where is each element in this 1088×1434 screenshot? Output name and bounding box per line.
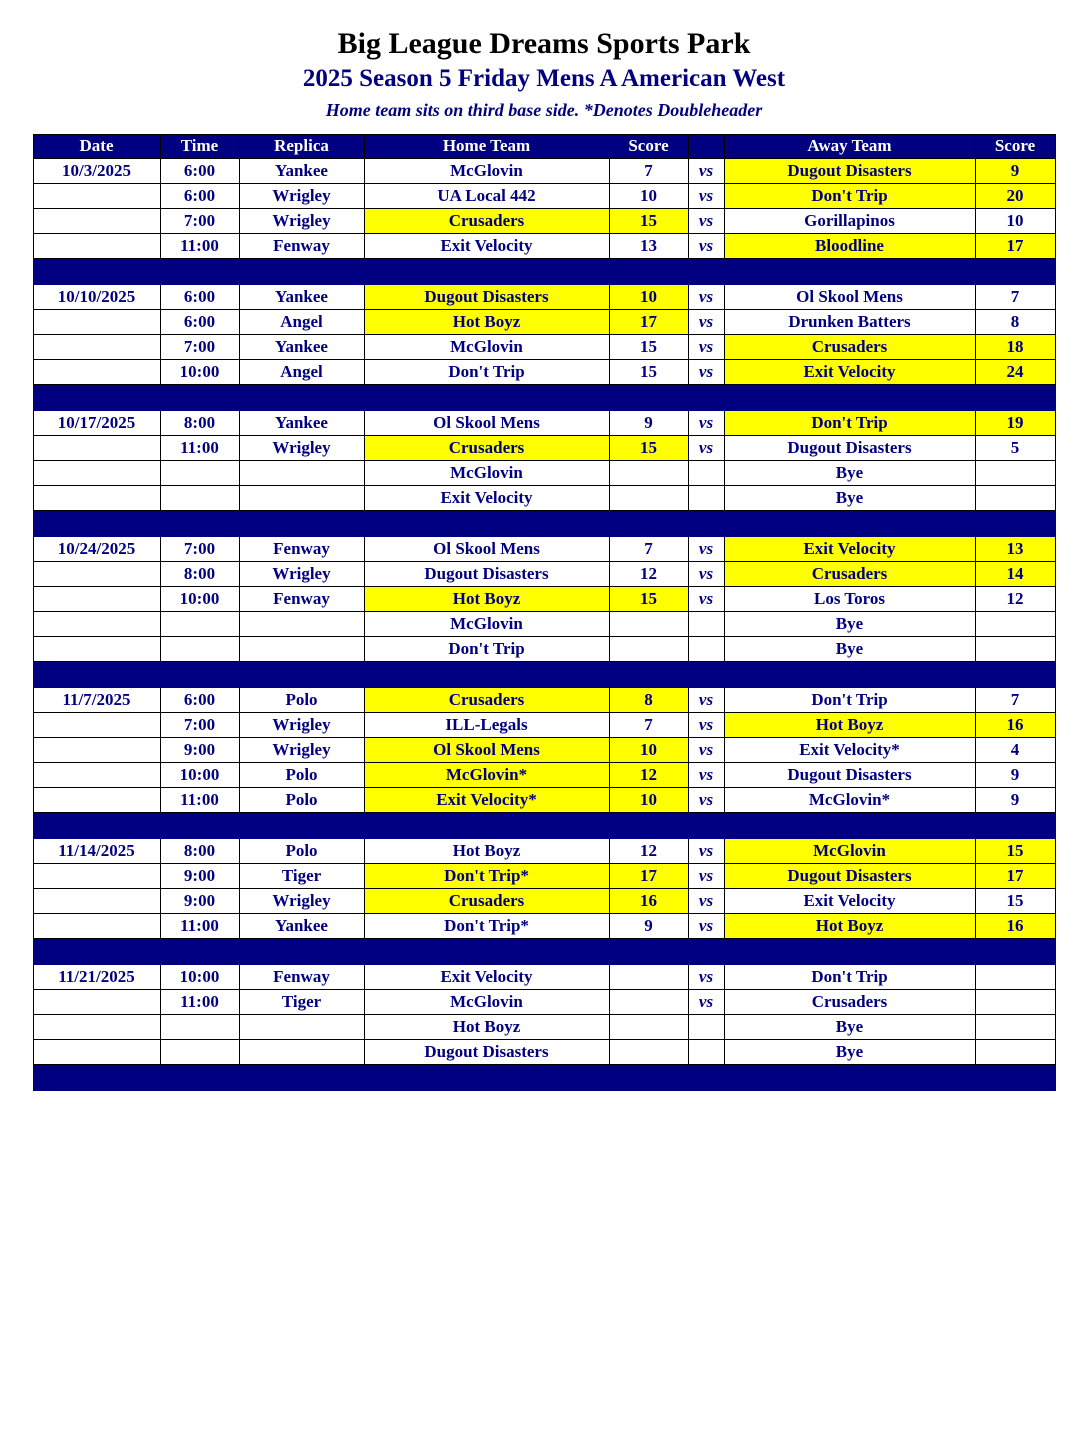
cell-home-team: Exit Velocity	[364, 485, 609, 510]
cell-away-score: 15	[975, 838, 1055, 863]
cell-home-team: Exit Velocity	[364, 964, 609, 989]
table-row	[33, 712, 1055, 737]
table-row	[33, 359, 1055, 384]
cell-away-score	[975, 485, 1055, 510]
cell-vs	[688, 611, 724, 636]
cell-date	[33, 636, 160, 661]
cell-vs: vs	[688, 334, 724, 359]
cell-away-score: 19	[975, 410, 1055, 435]
separator-band	[33, 812, 1055, 838]
cell-home-team: McGlovin	[364, 611, 609, 636]
cell-home-team: Dugout Disasters	[364, 561, 609, 586]
cell-home-team: Hot Boyz	[364, 586, 609, 611]
cell-date	[33, 359, 160, 384]
cell-home-team: Don't Trip*	[364, 863, 609, 888]
cell-home-score: 7	[609, 536, 688, 561]
cell-away-team: Don't Trip	[724, 183, 975, 208]
table-row	[33, 208, 1055, 233]
cell-away-score: 20	[975, 183, 1055, 208]
cell-time: 11:00	[160, 435, 239, 460]
cell-away-score	[975, 989, 1055, 1014]
cell-date	[33, 888, 160, 913]
cell-away-team: Drunken Batters	[724, 309, 975, 334]
table-row	[33, 888, 1055, 913]
cell-time: 11:00	[160, 913, 239, 938]
cell-vs: vs	[688, 233, 724, 258]
cell-time: 6:00	[160, 158, 239, 183]
cell-away-score: 17	[975, 863, 1055, 888]
separator-row	[33, 510, 1055, 536]
cell-away-team: Bloodline	[724, 233, 975, 258]
cell-home-score: 9	[609, 913, 688, 938]
cell-time: 6:00	[160, 687, 239, 712]
cell-time: 10:00	[160, 762, 239, 787]
cell-home-team: McGlovin	[364, 460, 609, 485]
cell-away-team: Bye	[724, 485, 975, 510]
cell-date: 11/21/2025	[33, 964, 160, 989]
cell-date	[33, 712, 160, 737]
cell-vs: vs	[688, 964, 724, 989]
cell-date	[33, 208, 160, 233]
cell-home-team: Exit Velocity	[364, 233, 609, 258]
table-row	[33, 485, 1055, 510]
table-row	[33, 1039, 1055, 1064]
table-row	[33, 334, 1055, 359]
cell-replica: Yankee	[239, 410, 364, 435]
cell-away-score	[975, 964, 1055, 989]
cell-replica: Wrigley	[239, 712, 364, 737]
cell-away-team: Hot Boyz	[724, 712, 975, 737]
cell-time: 7:00	[160, 536, 239, 561]
cell-time: 7:00	[160, 334, 239, 359]
cell-vs: vs	[688, 787, 724, 812]
cell-replica: Angel	[239, 309, 364, 334]
cell-away-team: Crusaders	[724, 989, 975, 1014]
cell-home-team: McGlovin	[364, 989, 609, 1014]
schedule-note: Home team sits on third base side. *Denotes Doubleheader	[325, 100, 763, 120]
cell-home-team: Exit Velocity*	[364, 787, 609, 812]
cell-replica: Polo	[239, 787, 364, 812]
cell-home-score: 16	[609, 888, 688, 913]
separator-band	[33, 938, 1055, 964]
cell-time: 11:00	[160, 989, 239, 1014]
cell-time	[160, 611, 239, 636]
cell-date	[33, 183, 160, 208]
separator-band	[33, 384, 1055, 410]
cell-home-score: 15	[609, 359, 688, 384]
cell-away-team: Dugout Disasters	[724, 863, 975, 888]
cell-replica	[239, 485, 364, 510]
cell-time: 8:00	[160, 410, 239, 435]
cell-replica: Wrigley	[239, 208, 364, 233]
cell-away-team: Exit Velocity*	[724, 737, 975, 762]
cell-away-team: Crusaders	[724, 334, 975, 359]
cell-replica: Yankee	[239, 284, 364, 309]
cell-replica	[239, 460, 364, 485]
column-header-vs	[688, 134, 724, 158]
cell-replica	[239, 636, 364, 661]
cell-date	[33, 1039, 160, 1064]
cell-replica: Fenway	[239, 964, 364, 989]
cell-away-score: 9	[975, 762, 1055, 787]
cell-vs: vs	[688, 888, 724, 913]
cell-home-score: 7	[609, 158, 688, 183]
cell-vs	[688, 1039, 724, 1064]
cell-home-score: 10	[609, 284, 688, 309]
cell-away-team: Bye	[724, 1014, 975, 1039]
page-subtitle: 2025 Season 5 Friday Mens A American West	[302, 65, 786, 92]
cell-date: 11/14/2025	[33, 838, 160, 863]
table-row	[33, 636, 1055, 661]
cell-home-team: Don't Trip*	[364, 913, 609, 938]
cell-home-score: 12	[609, 838, 688, 863]
cell-date	[33, 561, 160, 586]
cell-vs: vs	[688, 284, 724, 309]
cell-away-team: Bye	[724, 636, 975, 661]
separator-band	[33, 1064, 1055, 1090]
cell-away-score: 24	[975, 359, 1055, 384]
cell-vs: vs	[688, 309, 724, 334]
cell-replica: Wrigley	[239, 561, 364, 586]
cell-vs: vs	[688, 687, 724, 712]
cell-away-score: 8	[975, 309, 1055, 334]
table-row	[33, 561, 1055, 586]
cell-home-team: McGlovin	[364, 158, 609, 183]
cell-replica: Polo	[239, 838, 364, 863]
cell-home-team: Dugout Disasters	[364, 284, 609, 309]
cell-away-score: 16	[975, 913, 1055, 938]
table-row	[33, 309, 1055, 334]
cell-home-team: Don't Trip	[364, 359, 609, 384]
cell-home-team: McGlovin*	[364, 762, 609, 787]
cell-away-score: 16	[975, 712, 1055, 737]
cell-away-team: McGlovin*	[724, 787, 975, 812]
table-row	[33, 762, 1055, 787]
column-header-score-away: Score	[975, 134, 1055, 158]
cell-replica: Fenway	[239, 586, 364, 611]
cell-home-score: 10	[609, 183, 688, 208]
cell-vs: vs	[688, 712, 724, 737]
cell-date: 10/10/2025	[33, 284, 160, 309]
table-row	[33, 737, 1055, 762]
cell-time: 10:00	[160, 359, 239, 384]
separator-band	[33, 510, 1055, 536]
cell-away-score	[975, 460, 1055, 485]
cell-away-team: McGlovin	[724, 838, 975, 863]
cell-time	[160, 1039, 239, 1064]
cell-home-score: 9	[609, 410, 688, 435]
cell-time: 6:00	[160, 183, 239, 208]
cell-home-team: Crusaders	[364, 208, 609, 233]
table-row	[33, 435, 1055, 460]
cell-time: 6:00	[160, 284, 239, 309]
cell-replica: Wrigley	[239, 888, 364, 913]
schedule-table-body	[33, 158, 1055, 1090]
cell-home-team: Hot Boyz	[364, 1014, 609, 1039]
cell-replica: Wrigley	[239, 737, 364, 762]
cell-vs: vs	[688, 838, 724, 863]
cell-time	[160, 485, 239, 510]
cell-replica: Tiger	[239, 863, 364, 888]
column-header-home-team: Home Team	[364, 134, 609, 158]
cell-away-team: Bye	[724, 1039, 975, 1064]
separator-band	[33, 661, 1055, 687]
cell-replica	[239, 1014, 364, 1039]
table-row	[33, 863, 1055, 888]
cell-time	[160, 460, 239, 485]
cell-away-score: 7	[975, 284, 1055, 309]
cell-time: 7:00	[160, 208, 239, 233]
cell-home-team: ILL-Legals	[364, 712, 609, 737]
cell-time: 9:00	[160, 863, 239, 888]
cell-time: 10:00	[160, 964, 239, 989]
cell-replica: Yankee	[239, 158, 364, 183]
cell-replica: Yankee	[239, 913, 364, 938]
cell-away-team: Los Toros	[724, 586, 975, 611]
cell-vs: vs	[688, 359, 724, 384]
cell-away-score: 12	[975, 586, 1055, 611]
table-row	[33, 964, 1055, 989]
cell-time: 10:00	[160, 586, 239, 611]
cell-vs: vs	[688, 586, 724, 611]
cell-vs	[688, 460, 724, 485]
cell-away-team: Don't Trip	[724, 964, 975, 989]
cell-vs: vs	[688, 989, 724, 1014]
column-header-away-team: Away Team	[724, 134, 975, 158]
cell-home-score: 12	[609, 561, 688, 586]
cell-time: 9:00	[160, 888, 239, 913]
cell-home-team: Ol Skool Mens	[364, 737, 609, 762]
cell-vs	[688, 1014, 724, 1039]
table-row	[33, 410, 1055, 435]
cell-home-score: 8	[609, 687, 688, 712]
cell-date	[33, 233, 160, 258]
column-header-replica: Replica	[239, 134, 364, 158]
cell-away-score: 9	[975, 787, 1055, 812]
cell-replica: Wrigley	[239, 435, 364, 460]
column-header-score-home: Score	[609, 134, 688, 158]
column-header-date: Date	[33, 134, 160, 158]
cell-home-score	[609, 989, 688, 1014]
cell-date	[33, 737, 160, 762]
cell-away-score	[975, 611, 1055, 636]
cell-date	[33, 989, 160, 1014]
cell-home-score	[609, 1039, 688, 1064]
cell-home-team: Ol Skool Mens	[364, 410, 609, 435]
cell-replica: Fenway	[239, 536, 364, 561]
cell-vs	[688, 636, 724, 661]
cell-replica: Polo	[239, 762, 364, 787]
cell-vs: vs	[688, 158, 724, 183]
separator-row	[33, 384, 1055, 410]
table-row	[33, 611, 1055, 636]
cell-away-team: Don't Trip	[724, 410, 975, 435]
cell-home-score	[609, 460, 688, 485]
cell-home-team: Crusaders	[364, 435, 609, 460]
cell-home-team: Ol Skool Mens	[364, 536, 609, 561]
cell-away-team: Exit Velocity	[724, 359, 975, 384]
cell-time: 6:00	[160, 309, 239, 334]
cell-replica	[239, 611, 364, 636]
cell-date	[33, 611, 160, 636]
cell-time: 7:00	[160, 712, 239, 737]
cell-replica: Yankee	[239, 334, 364, 359]
cell-replica: Wrigley	[239, 183, 364, 208]
cell-date: 10/17/2025	[33, 410, 160, 435]
table-row	[33, 158, 1055, 183]
cell-date	[33, 863, 160, 888]
cell-home-team: Don't Trip	[364, 636, 609, 661]
table-row	[33, 586, 1055, 611]
cell-away-score: 5	[975, 435, 1055, 460]
cell-time	[160, 1014, 239, 1039]
cell-date	[33, 460, 160, 485]
cell-away-team: Exit Velocity	[724, 536, 975, 561]
cell-home-score	[609, 1014, 688, 1039]
cell-replica	[239, 1039, 364, 1064]
cell-away-score: 10	[975, 208, 1055, 233]
cell-home-score: 15	[609, 334, 688, 359]
cell-home-score: 13	[609, 233, 688, 258]
cell-time: 11:00	[160, 233, 239, 258]
cell-time: 11:00	[160, 787, 239, 812]
cell-home-team: Dugout Disasters	[364, 1039, 609, 1064]
cell-home-score: 15	[609, 435, 688, 460]
cell-vs: vs	[688, 435, 724, 460]
header-row	[33, 134, 1055, 158]
separator-row	[33, 1064, 1055, 1090]
cell-vs: vs	[688, 183, 724, 208]
separator-row	[33, 661, 1055, 687]
separator-row	[33, 812, 1055, 838]
cell-vs: vs	[688, 208, 724, 233]
cell-vs: vs	[688, 536, 724, 561]
cell-away-score: 15	[975, 888, 1055, 913]
cell-away-score: 9	[975, 158, 1055, 183]
cell-away-score: 17	[975, 233, 1055, 258]
cell-away-score	[975, 636, 1055, 661]
cell-home-score: 7	[609, 712, 688, 737]
cell-date	[33, 485, 160, 510]
cell-home-score	[609, 485, 688, 510]
cell-home-team: UA Local 442	[364, 183, 609, 208]
schedule-table	[33, 134, 1056, 1091]
cell-vs: vs	[688, 561, 724, 586]
cell-replica: Tiger	[239, 989, 364, 1014]
cell-home-team: Hot Boyz	[364, 838, 609, 863]
cell-date: 10/24/2025	[33, 536, 160, 561]
cell-home-score: 15	[609, 586, 688, 611]
cell-away-team: Bye	[724, 611, 975, 636]
cell-home-score: 15	[609, 208, 688, 233]
table-row	[33, 460, 1055, 485]
cell-away-team: Hot Boyz	[724, 913, 975, 938]
cell-date	[33, 309, 160, 334]
cell-away-score: 14	[975, 561, 1055, 586]
table-row	[33, 284, 1055, 309]
table-row	[33, 233, 1055, 258]
cell-date	[33, 913, 160, 938]
cell-date	[33, 762, 160, 787]
cell-home-team: Hot Boyz	[364, 309, 609, 334]
cell-date: 11/7/2025	[33, 687, 160, 712]
cell-home-score	[609, 636, 688, 661]
cell-vs: vs	[688, 913, 724, 938]
cell-away-team: Bye	[724, 460, 975, 485]
cell-vs: vs	[688, 863, 724, 888]
cell-date	[33, 334, 160, 359]
cell-home-score: 10	[609, 787, 688, 812]
cell-replica: Fenway	[239, 233, 364, 258]
cell-vs: vs	[688, 762, 724, 787]
cell-away-score: 18	[975, 334, 1055, 359]
cell-home-team: Crusaders	[364, 687, 609, 712]
cell-vs: vs	[688, 410, 724, 435]
cell-away-team: Dugout Disasters	[724, 435, 975, 460]
cell-home-score: 12	[609, 762, 688, 787]
cell-date	[33, 1014, 160, 1039]
cell-away-score	[975, 1014, 1055, 1039]
cell-away-team: Gorillapinos	[724, 208, 975, 233]
separator-row	[33, 938, 1055, 964]
separator-band	[33, 258, 1055, 284]
page-title: Big League Dreams Sports Park	[337, 27, 751, 60]
cell-replica: Angel	[239, 359, 364, 384]
cell-home-team: McGlovin	[364, 334, 609, 359]
cell-away-team: Don't Trip	[724, 687, 975, 712]
cell-home-score: 10	[609, 737, 688, 762]
table-row	[33, 787, 1055, 812]
cell-home-score	[609, 964, 688, 989]
cell-vs	[688, 485, 724, 510]
cell-away-score: 4	[975, 737, 1055, 762]
table-row	[33, 913, 1055, 938]
table-row	[33, 1014, 1055, 1039]
cell-away-team: Exit Velocity	[724, 888, 975, 913]
cell-replica: Polo	[239, 687, 364, 712]
cell-away-score: 7	[975, 687, 1055, 712]
separator-row	[33, 258, 1055, 284]
table-row	[33, 536, 1055, 561]
cell-date	[33, 435, 160, 460]
cell-away-team: Crusaders	[724, 561, 975, 586]
table-row	[33, 183, 1055, 208]
cell-time	[160, 636, 239, 661]
table-row	[33, 989, 1055, 1014]
table-row	[33, 838, 1055, 863]
cell-time: 8:00	[160, 838, 239, 863]
table-row	[33, 687, 1055, 712]
cell-home-score: 17	[609, 863, 688, 888]
cell-time: 9:00	[160, 737, 239, 762]
column-header-time: Time	[160, 134, 239, 158]
cell-date	[33, 586, 160, 611]
cell-away-team: Dugout Disasters	[724, 158, 975, 183]
cell-home-team: Crusaders	[364, 888, 609, 913]
cell-away-score	[975, 1039, 1055, 1064]
cell-home-score	[609, 611, 688, 636]
cell-vs: vs	[688, 737, 724, 762]
cell-away-team: Dugout Disasters	[724, 762, 975, 787]
cell-date	[33, 787, 160, 812]
cell-away-score: 13	[975, 536, 1055, 561]
cell-home-score: 17	[609, 309, 688, 334]
cell-date: 10/3/2025	[33, 158, 160, 183]
cell-time: 8:00	[160, 561, 239, 586]
cell-away-team: Ol Skool Mens	[724, 284, 975, 309]
